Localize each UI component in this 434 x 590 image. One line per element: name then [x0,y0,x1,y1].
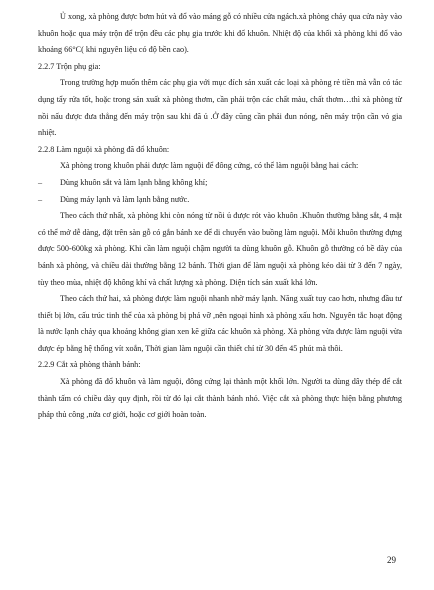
heading-2-2-8: 2.2.8 Làm nguội xà phòng đã đổ khuôn: [38,144,170,154]
list-item-text: Dùng máy lạnh và làm lạnh bằng nước. [60,194,190,204]
list-dash: – [38,194,43,204]
list-item [38,192,402,209]
page-body [38,9,402,424]
paragraph-method-two: Theo cách thứ hai, xà phòng được làm nguội nhanh nhờ máy lạnh. Năng xuất tuy cao hơn, nhưng đầu tư thiết bị lớn, cấu trúc tinh thể của xà phòng bị phá vỡ ,nên ngoại hình xà phòng xấu hơn. Nguyên tắc hoạt động là nước lạnh chảy qua khoảng không gian xen kẽ giữa các khuôn xà phòng. Xà phòng vừa được làm nguội vừa được ép bằng hệ thống vít xoắn, Thời gian làm nguội cần thiết chỉ từ 30 đến 45 phút mà thôi. [38,294,402,353]
list-item-text: Dùng khuôn sắt và làm lạnh bằng không khí; [60,177,208,187]
paragraph-curing: Ủ xong, xà phòng được bơm hút và đổ vào máng gỗ có nhiều cửa ngách.xà phòng chảy qua cửa này vào khuôn hoặc qua máy trộn để trộn đều các phụ gia trước khi đổ khuôn. Nhiệt độ của khối xà phòng khi đổ vào khoảng 66°C( khi nguyên liệu có độ bền cao). [38,12,402,55]
paragraph-cutting: Xà phòng đã đổ khuôn và làm nguội, đông cứng lại thành một khối lớn. Người ta dùng dây thép để cắt thành tấm có chiều dày quy định, rồi từ đó lại cắt thành bánh nhỏ. Việc cắt xà phòng thực hiện bằng phương pháp thủ công ,nửa cơ giới, hoặc cơ giới hoàn toàn. [38,377,402,420]
list-item [38,175,402,192]
heading-2-2-7: 2.2.7 Trộn phụ gia: [38,61,101,71]
page-number: 29 [387,555,396,565]
paragraph-additives: Trong trường hợp muốn thêm các phụ gia với mục đích sản xuất các loại xà phòng rẻ tiền mà vẫn có tác dụng tẩy rửa tốt, hoặc trong sản xuất xà phòng thơm, cần phải trộn các chất màu, chất thơm…thì xà phòng từ nồi nấu được đưa thẳng đến máy trộn sau khi đã ủ .Ở đây cũng cần phải đun nóng, nên máy trộn cần vỏ gia nhiệt. [38,78,402,138]
paragraph-cooling-intro: Xà phòng trong khuôn phải được làm nguội để đông cứng, có thể làm nguội bằng hai cách: [60,161,359,171]
heading-2-2-9: 2.2.9 Cắt xà phòng thành bánh: [38,360,141,370]
paragraph-method-one: Theo cách thứ nhất, xà phòng khi còn nóng từ nồi ủ được rót vào khuôn .Khuôn thường bằng sắt, 4 mặt có thể mở dễ dàng, đặt trên sàn gỗ có gắn bánh xe để di chuyển vào buồng làm nguội. Mỗi khuôn thường đựng được 500-600kg xà phòng. Khi cần làm nguội chậm người ta dùng khuôn gỗ. Khuôn gỗ thường có bề dày của bánh xà phòng, và chiều dài thường bằng 12 bánh. Thời gian để làm nguội xà phòng kéo dài từ 3 đến 7 ngày, tùy theo mùa, nhiệt độ không khí và chất lượng xà phòng. Diện tích sản xuất khá lớn. [38,211,402,287]
list-dash: – [38,177,43,187]
